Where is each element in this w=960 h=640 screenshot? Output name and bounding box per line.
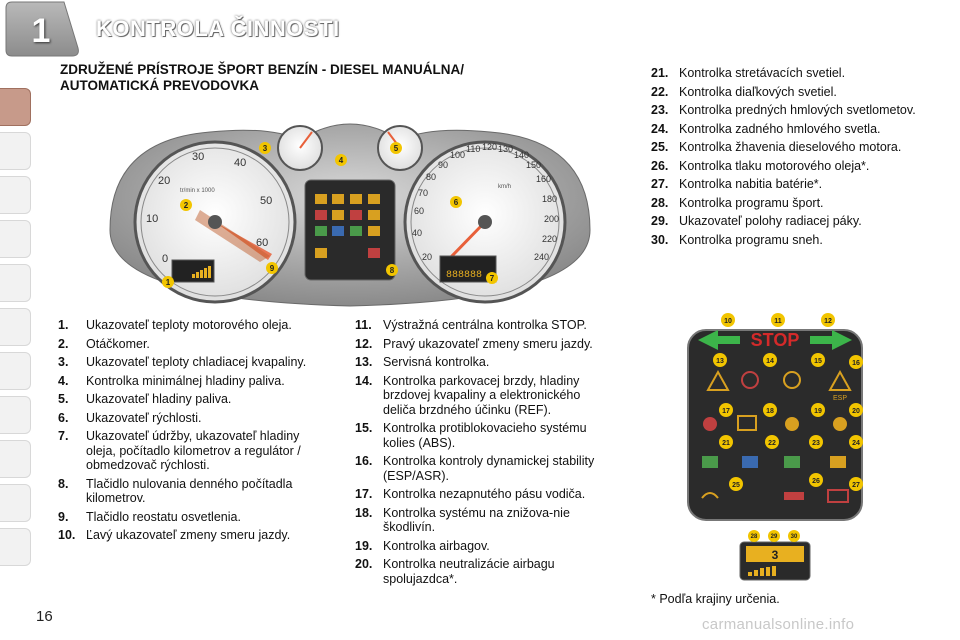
- callout-7: 7: [489, 274, 495, 283]
- tach-tick-label: 10: [146, 213, 159, 225]
- list-item: 15. Kontrolka protiblokovacieho systému kolies (ABS).: [355, 421, 587, 450]
- page-number: 16: [36, 608, 53, 625]
- list-item: 9. Tlačidlo reostatu osvetlenia.: [58, 509, 241, 524]
- list-item: 28. Kontrolka programu šport.: [651, 195, 824, 210]
- list-item: 2. Otáčkomer.: [58, 336, 150, 351]
- tach-tick-label: 50: [260, 195, 273, 207]
- tach-tick-label: 20: [158, 175, 171, 187]
- list-item: 17. Kontrolka nezapnutého pásu vodiča.: [355, 487, 586, 501]
- esp-label: ESP: [832, 395, 848, 402]
- callout-27: 27: [852, 482, 860, 489]
- list-item: 4. Kontrolka minimálnej hladiny paliva.: [58, 373, 285, 388]
- list-item: 7. Ukazovateľ údržby, ukazovateľ hladiny oleja, počítadlo kilometrov a regulátor / obmedzovač rýchlosti.: [58, 429, 301, 472]
- speed-tick-label: 150: [526, 160, 542, 170]
- side-tab-7[interactable]: [0, 352, 31, 390]
- side-tab-4[interactable]: [0, 220, 31, 258]
- odometer-value: 888888: [446, 270, 483, 281]
- list-item: 23. Kontrolka predných hmlových svetlometov.: [651, 103, 916, 117]
- list-item: 8. Tlačidlo nulovania denného počítadla kilometrov.: [58, 476, 293, 505]
- callout-4: 4: [338, 156, 344, 165]
- callout-24: 24: [852, 440, 860, 447]
- chapter-number: 1: [31, 12, 51, 50]
- tach-tick-label: 40: [234, 157, 247, 169]
- callout-3: 3: [262, 144, 268, 153]
- speed-tick-label: 200: [544, 214, 560, 224]
- side-tab-strip: [0, 70, 36, 580]
- callout-6: 6: [453, 198, 459, 207]
- callout-21: 21: [722, 440, 730, 447]
- list-item: 11. Výstražná centrálna kontrolka STOP.: [355, 318, 587, 332]
- speed-tick-label: 120: [482, 142, 498, 152]
- side-tab-5[interactable]: [0, 264, 31, 302]
- side-tab-3[interactable]: [0, 176, 31, 214]
- callout-11: 11: [774, 318, 782, 325]
- legend-column-2: [355, 318, 605, 590]
- warning-lights-panel: [680, 312, 870, 522]
- speed-tick-label: 80: [426, 172, 437, 182]
- callout-23: 23: [812, 440, 820, 447]
- list-item: 29. Ukazovateľ polohy radiacej páky.: [651, 214, 862, 228]
- instrument-cluster-illustration: [100, 110, 600, 308]
- list-item: 24. Kontrolka zadného hmlového svetla.: [651, 121, 881, 136]
- callout-26: 26: [812, 478, 820, 485]
- callout-25: 25: [732, 482, 740, 489]
- left-display: [172, 260, 214, 282]
- list-item: 13. Servisná kontrolka.: [355, 355, 490, 369]
- list-item: 19. Kontrolka airbagov.: [355, 538, 490, 553]
- side-tab-6[interactable]: [0, 308, 31, 346]
- gear-position: 3: [771, 548, 779, 562]
- front-fog-icon: [784, 456, 800, 468]
- list-item: 26. Kontrolka tlaku motorového oleja*.: [651, 158, 870, 173]
- speed-tick-label: 220: [542, 234, 558, 244]
- passenger-airbag-off-icon: [833, 417, 847, 431]
- page-header: [0, 0, 960, 62]
- legend-column-1: [58, 318, 308, 547]
- oil-pressure-icon: [784, 492, 804, 500]
- callout-18: 18: [766, 408, 774, 415]
- callout-1: 1: [165, 278, 171, 287]
- speed-tick-label: 110: [466, 144, 481, 154]
- speed-tick-label: 180: [542, 194, 558, 204]
- side-tab-11[interactable]: [0, 528, 31, 566]
- list-item: 21. Kontrolka stretávacích svetiel.: [651, 66, 846, 80]
- list-item: 16. Kontrolka kontroly dynamickej stability (ESP/ASR).: [355, 454, 595, 483]
- airbag-icon: [785, 417, 799, 431]
- callout-13: 13: [716, 358, 724, 365]
- callout-10: 10: [724, 318, 732, 325]
- speed-tick-label: 40: [412, 228, 423, 238]
- side-tab-2[interactable]: [0, 132, 31, 170]
- list-item: 18. Kontrolka systému na znižova-nie škodlivín.: [355, 505, 570, 534]
- gear-program-display: [738, 530, 812, 582]
- list-item: 20. Kontrolka neutralizácie airbagu spolujazdca*.: [355, 557, 555, 586]
- speed-hub: [478, 215, 492, 229]
- list-item: 25. Kontrolka žhavenia dieselového motora.: [651, 140, 902, 154]
- list-item: 1. Ukazovateľ teploty motorového oleja.: [58, 318, 292, 332]
- tach-tick-label: 60: [256, 237, 269, 249]
- speed-tick-label: 90: [438, 160, 449, 170]
- watermark: carmanualsonline.info: [702, 616, 855, 633]
- list-item: 22. Kontrolka diaľkových svetiel.: [651, 84, 837, 99]
- callout-22: 22: [768, 440, 776, 447]
- speed-tick-label: 100: [450, 150, 466, 160]
- list-item: 30. Kontrolka programu sneh.: [651, 232, 823, 247]
- main-beam-icon: [742, 456, 758, 468]
- callout-30: 30: [790, 534, 798, 540]
- list-item: 12. Pravý ukazovateľ zmeny smeru jazdy.: [355, 336, 593, 351]
- list-item: 5. Ukazovateľ hladiny paliva.: [58, 392, 232, 406]
- side-tab-8[interactable]: [0, 396, 31, 434]
- speed-tick-label: 240: [534, 252, 550, 262]
- callout-17: 17: [722, 408, 730, 415]
- seatbelt-icon: [703, 417, 717, 431]
- rear-fog-icon: [830, 456, 846, 468]
- speed-tick-label: 140: [514, 150, 530, 160]
- dipped-beam-icon: [702, 456, 718, 468]
- stop-light-label: STOP: [750, 330, 800, 350]
- list-item: 10. Ľavý ukazovateľ zmeny smeru jazdy.: [58, 528, 291, 542]
- callout-12: 12: [824, 318, 832, 325]
- callout-8: 8: [389, 266, 395, 275]
- side-tab-10[interactable]: [0, 484, 31, 522]
- list-item: 27. Kontrolka nabitia batérie*.: [651, 177, 823, 191]
- callout-14: 14: [766, 358, 774, 365]
- callout-2: 2: [183, 201, 189, 210]
- tach-hub: [208, 215, 222, 229]
- tach-tick-label: 0: [162, 253, 169, 265]
- callout-5: 5: [393, 144, 399, 153]
- callout-28: 28: [750, 534, 758, 540]
- callout-29: 29: [770, 534, 778, 540]
- tach-unit: tr/min x 1000: [180, 188, 215, 194]
- speed-unit: km/h: [498, 184, 512, 190]
- speed-tick-label: 60: [414, 206, 425, 216]
- section-heading-line-2: AUTOMATICKÁ PREVODOVKA: [60, 78, 260, 93]
- section-heading: [60, 62, 620, 94]
- side-tab-9[interactable]: [0, 440, 31, 478]
- list-item: 14. Kontrolka parkovacej brzdy, hladiny brzdovej kvapaliny a elektronického deliča brzdného účinku (REF).: [355, 373, 581, 417]
- callout-15: 15: [814, 358, 822, 365]
- section-heading-line-1: ZDRUŽENÉ PRÍSTROJE ŠPORT BENZÍN - DIESEL MANUÁLNA/: [60, 62, 465, 77]
- callout-16: 16: [852, 360, 860, 367]
- callout-9: 9: [269, 264, 275, 273]
- speed-tick-label: 70: [418, 188, 429, 198]
- tach-tick-label: 30: [192, 151, 205, 163]
- list-item: 3. Ukazovateľ teploty chladiacej kvapaliny.: [58, 355, 307, 369]
- list-item: 6. Ukazovateľ rýchlosti.: [58, 410, 202, 425]
- callout-19: 19: [814, 408, 822, 415]
- chapter-title: KONTROLA ČINNOSTI: [96, 16, 340, 41]
- legend-column-3: [651, 66, 931, 251]
- callout-20: 20: [852, 408, 860, 415]
- side-tab-1[interactable]: [0, 88, 31, 126]
- speed-tick-label: 130: [498, 144, 514, 154]
- footnote: * Podľa krajiny určenia.: [651, 592, 780, 606]
- speed-tick-label: 160: [536, 174, 552, 184]
- speed-tick-label: 20: [422, 252, 433, 262]
